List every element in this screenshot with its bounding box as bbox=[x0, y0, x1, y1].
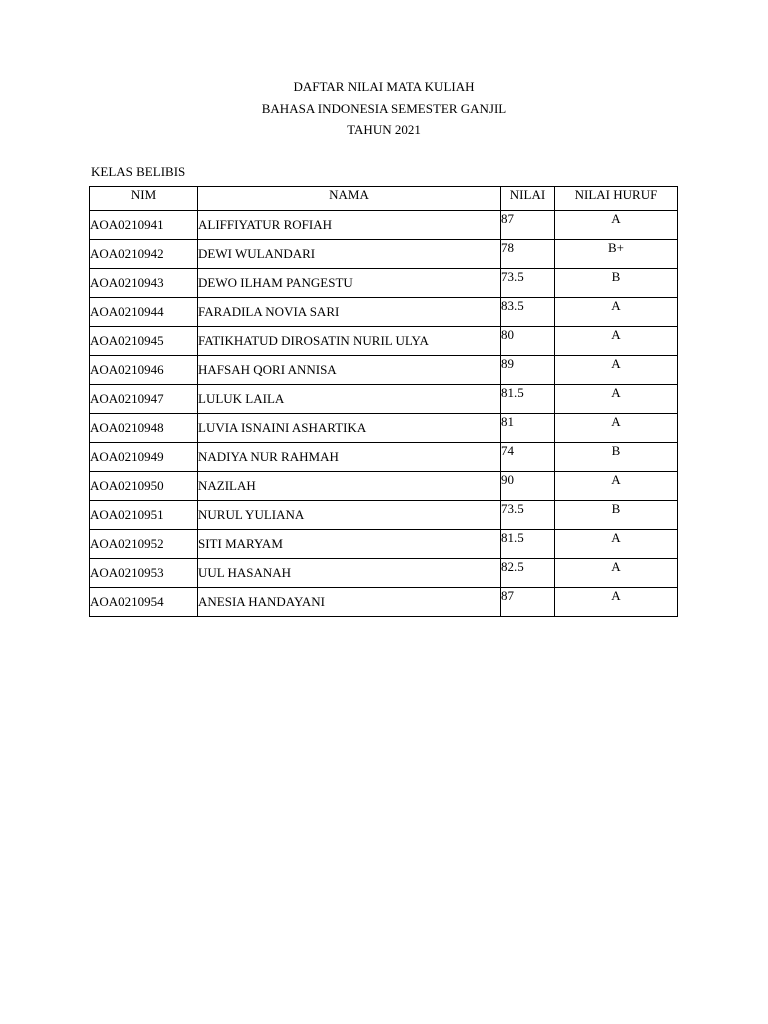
cell-nim: AOA0210941 bbox=[90, 211, 198, 240]
cell-nama: FATIKHATUD DIROSATIN NURIL ULYA bbox=[198, 327, 501, 356]
cell-nama: UUL HASANAH bbox=[198, 559, 501, 588]
cell-nama: ANESIA HANDAYANI bbox=[198, 588, 501, 617]
table-row bbox=[90, 327, 678, 356]
table-row bbox=[90, 211, 678, 240]
cell-nim: AOA0210943 bbox=[90, 269, 198, 298]
column-header-nim: NIM bbox=[90, 187, 198, 211]
cell-nilai-huruf: A bbox=[555, 356, 678, 385]
grades-table bbox=[89, 186, 678, 617]
cell-nilai-huruf: A bbox=[555, 559, 678, 588]
cell-nilai-huruf: A bbox=[555, 530, 678, 559]
column-header-nama: NAMA bbox=[198, 187, 501, 211]
table-row bbox=[90, 414, 678, 443]
cell-nama: DEWI WULANDARI bbox=[198, 240, 501, 269]
cell-nama: FARADILA NOVIA SARI bbox=[198, 298, 501, 327]
cell-nilai: 74 bbox=[501, 443, 555, 472]
cell-nim: AOA0210945 bbox=[90, 327, 198, 356]
cell-nilai: 89 bbox=[501, 356, 555, 385]
cell-nama: LULUK LAILA bbox=[198, 385, 501, 414]
cell-nilai-huruf: B bbox=[555, 443, 678, 472]
cell-nim: AOA0210954 bbox=[90, 588, 198, 617]
cell-nilai: 87 bbox=[501, 588, 555, 617]
cell-nilai: 80 bbox=[501, 327, 555, 356]
cell-nilai: 81.5 bbox=[501, 530, 555, 559]
table-row bbox=[90, 443, 678, 472]
cell-nama: NADIYA NUR RAHMAH bbox=[198, 443, 501, 472]
cell-nim: AOA0210947 bbox=[90, 385, 198, 414]
table-row bbox=[90, 356, 678, 385]
column-header-nilai-huruf: NILAI HURUF bbox=[555, 187, 678, 211]
title-line-2: BAHASA INDONESIA SEMESTER GANJIL bbox=[261, 100, 507, 116]
table-row bbox=[90, 530, 678, 559]
table-row bbox=[90, 240, 678, 269]
cell-nilai: 87 bbox=[501, 211, 555, 240]
cell-nilai: 73.5 bbox=[501, 269, 555, 298]
cell-nilai-huruf: B bbox=[555, 501, 678, 530]
cell-nilai: 73.5 bbox=[501, 501, 555, 530]
title-line-3: TAHUN 2021 bbox=[347, 122, 421, 137]
cell-nilai: 81.5 bbox=[501, 385, 555, 414]
cell-nilai: 90 bbox=[501, 472, 555, 501]
cell-nim: AOA0210949 bbox=[90, 443, 198, 472]
cell-nilai-huruf: A bbox=[555, 472, 678, 501]
title-line-1: DAFTAR NILAI MATA KULIAH bbox=[293, 79, 475, 94]
cell-nilai-huruf: A bbox=[555, 327, 678, 356]
document-title bbox=[0, 76, 768, 141]
cell-nilai-huruf: B bbox=[555, 269, 678, 298]
cell-nama: NAZILAH bbox=[198, 472, 501, 501]
cell-nim: AOA0210942 bbox=[90, 240, 198, 269]
cell-nim: AOA0210953 bbox=[90, 559, 198, 588]
table-row bbox=[90, 269, 678, 298]
table-row bbox=[90, 559, 678, 588]
table-row bbox=[90, 298, 678, 327]
cell-nim: AOA0210951 bbox=[90, 501, 198, 530]
table-header-row bbox=[90, 187, 678, 211]
cell-nilai-huruf: A bbox=[555, 298, 678, 327]
cell-nilai: 78 bbox=[501, 240, 555, 269]
cell-nilai-huruf: B+ bbox=[555, 240, 678, 269]
cell-nilai: 81 bbox=[501, 414, 555, 443]
cell-nama: ALIFFIYATUR ROFIAH bbox=[198, 211, 501, 240]
class-label: KELAS BELIBIS bbox=[91, 164, 186, 179]
cell-nilai-huruf: A bbox=[555, 385, 678, 414]
cell-nim: AOA0210952 bbox=[90, 530, 198, 559]
cell-nilai-huruf: A bbox=[555, 211, 678, 240]
cell-nim: AOA0210950 bbox=[90, 472, 198, 501]
column-header-nilai: NILAI bbox=[501, 187, 555, 211]
cell-nim: AOA0210944 bbox=[90, 298, 198, 327]
cell-nilai: 83.5 bbox=[501, 298, 555, 327]
cell-nilai: 82.5 bbox=[501, 559, 555, 588]
cell-nim: AOA0210948 bbox=[90, 414, 198, 443]
table-body bbox=[90, 211, 678, 617]
cell-nilai-huruf: A bbox=[555, 588, 678, 617]
cell-nama: DEWO ILHAM PANGESTU bbox=[198, 269, 501, 298]
table-row bbox=[90, 472, 678, 501]
table-row bbox=[90, 588, 678, 617]
cell-nilai-huruf: A bbox=[555, 414, 678, 443]
cell-nama: NURUL YULIANA bbox=[198, 501, 501, 530]
table-row bbox=[90, 501, 678, 530]
table-row bbox=[90, 385, 678, 414]
cell-nama: SITI MARYAM bbox=[198, 530, 501, 559]
cell-nim: AOA0210946 bbox=[90, 356, 198, 385]
cell-nama: HAFSAH QORI ANNISA bbox=[198, 356, 501, 385]
cell-nama: LUVIA ISNAINI ASHARTIKA bbox=[198, 414, 501, 443]
